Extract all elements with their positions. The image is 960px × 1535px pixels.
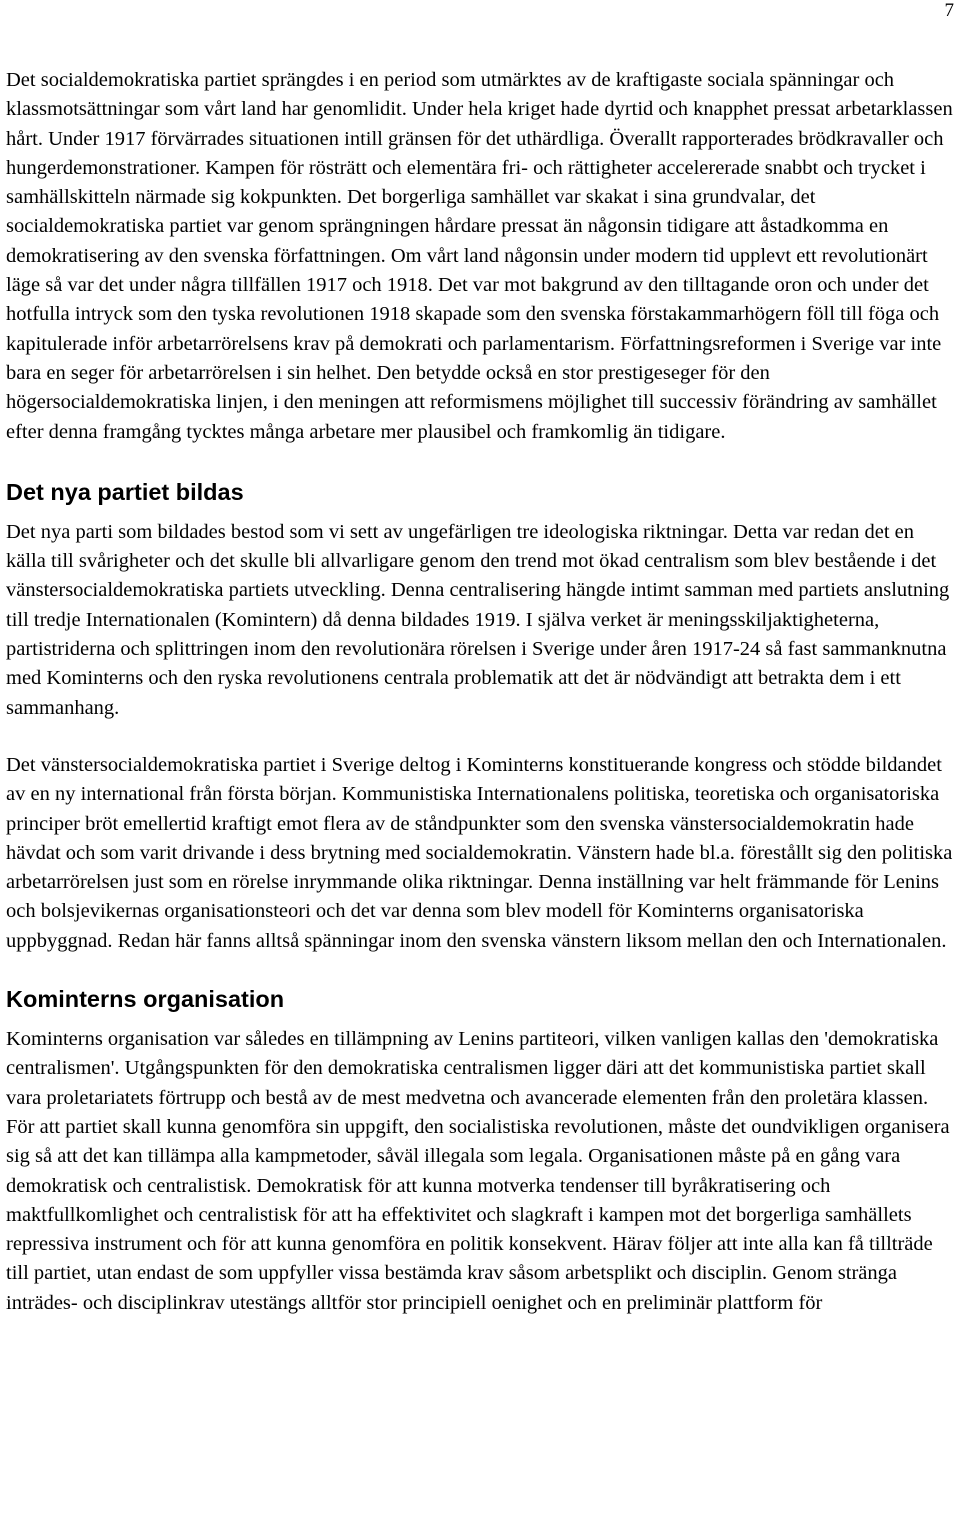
section-heading: Kominterns organisation <box>6 986 285 1013</box>
paragraph: Det nya parti som bildades bestod som vi sett av ungefärligen tre ideologiska riktningar. Detta var redan det en källa till svårigheter och det skulle bli allvarligare genom den trend mot ökad centralism som blev bestående i det vänstersocialdemokratiska partiets utveckling. Denna centralisering hängde intimt samman med partiets anslutning till tredje Internationalen (Komintern) då denna bildades 1919. I själva verket är meningsskiljaktigheterna, partistriderna och splittringen inom den revolutionära rörelsen i Sverige under åren 1917-24 så fast sammanknutna med Kominterns och den ryska revolutionens centrala problematik att det är nödvändigt att betrakta dem i ett sammanhang. <box>6 520 950 719</box>
document-body <box>6 66 958 1318</box>
section-heading: Det nya partiet bildas <box>6 478 244 505</box>
paragraph: Det vänstersocialdemokratiska partiet i Sverige deltog i Kominterns konstituerande kongress och stödde bildandet av en ny international från första början. Kommunistiska Internationalens politiska, teoretiska och organisatoriska principer bröt emellertid kraftigt emot flera av de ståndpunkter som den svenska vänstersocialdemokratin hade hävdat och som varit drivande i dess brytning med socialdemokratin. Vänstern hade bl.a. förestållt sig den politiska arbetarrörelsen just som en rörelse inrymmande olika riktningar. Denna inställning var helt främmande för Lenins och bolsjevikernas organisationsteori och det var denna som blev modell för Kominterns organisatoriska uppbyggnad. Redan här fanns alltså spänningar inom den svenska vänstern liksom mellan den och Internationalen. <box>6 753 953 952</box>
paragraph: Det socialdemokratiska partiet sprängdes i en period som utmärktes av de kraftigaste sociala spänningar och klassmotsättningar som vårt land har genomlidit. Under hela kriget hade dyrtid och knapphet pressat arbetarklassen hårt. Under 1917 förvärrades situationen intill gränsen för det uthärdliga. Överallt rapporterades brödkravaller och hungerdemonstrationer. Kampen för rösträtt och elementära fri- och rättigheter accelererade snabbt och trycket i samhällskitteln närmade sig kokpunkten. Det borgerliga samhället var skakat i sina grundvalar, det socialdemokratiska partiet var genom sprängningen hårdare pressat än någonsin tidigare att åstadkomma en demokratisering av den svenska författningen. Om vårt land någonsin under modern tid upplevt ett revolutionärt läge så var det under några tillfällen 1917 och 1918. Det var mot bakgrund av den tilltagande oron och under det hotfulla intryck som den tyska revolutionen 1918 skapade som den svenska förstakammarhögern föll till föga och kapitulerade inför arbetarrörelsens krav på demokrati och parlamentarism. Författningsreformen i Sverige var inte bara en seger för arbetarrörelsen i sin helhet. Den betydde också en stor prestigeseger för den högersocialdemokratiska linjen, i den meningen att reformismens möjlighet till successiv förändring av samhället efter denna framgång tycktes många arbetare mer plausibel och framkomlig än tidigare. <box>6 69 953 443</box>
paragraph: Kominterns organisation var således en tillämpning av Lenins partiteori, vilken vanligen kallas den 'demokratiska centralismen'. Utgångspunkten för den demokratiska centralismen ligger däri att det kommunistiska partiet skall vara proletariatets förtrupp och bestå av de mest medvetna och avancerade elementen från den proletära klassen. För att partiet skall kunna genomföra sin uppgift, den socialistiska revolutionen, måste det oundvikligen organisera sig så att det kan tillämpa alla kampmetoder, såväl illegala som legala. Organisationen måste på en gång vara demokratisk och centralistisk. Demokratisk för att kunna motverka tendenser till byråkratisering och maktfullkomlighet och centralistisk för att ha effektivitet och slagkraft i kampen mot det borgerliga samhällets repressiva instrument och för att kunna genomföra en politik konsekvent. Härav följer att inte alla kan få tillträde till partiet, utan endast de som uppfyller vissa bestämda krav såsom arbetsplikt och disciplin. Genom stränga inträdes- och disciplinkrav utestängs alltför stor principiell oenighet och en preliminär plattform för <box>6 1028 950 1314</box>
page-number: 7 <box>944 0 954 21</box>
